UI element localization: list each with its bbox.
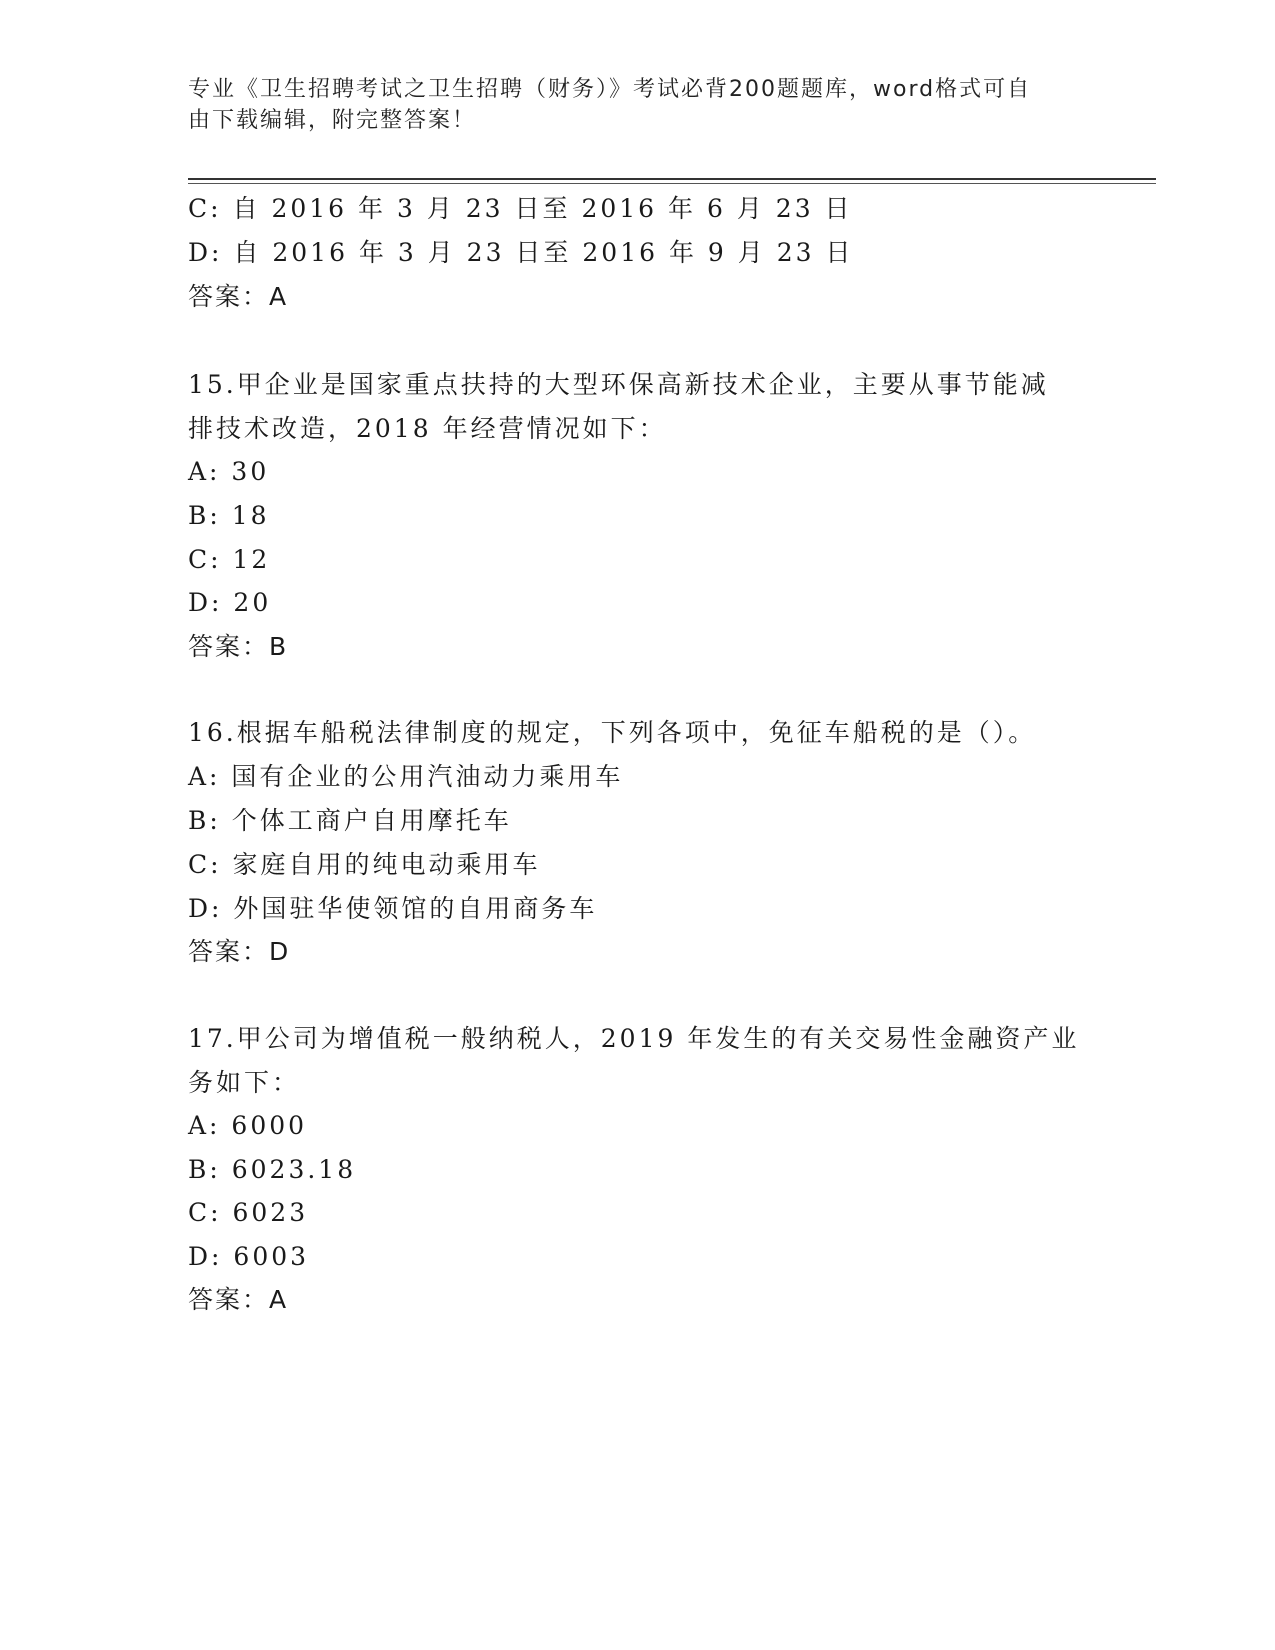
header-divider-thick [188, 178, 1156, 180]
q15-option-d: D: 20 [188, 588, 272, 617]
q17-option-a: A: 6000 [188, 1111, 308, 1140]
q15-option-b: B: 18 [188, 501, 270, 530]
q16-option-c: C: 家庭自用的纯电动乘用车 [188, 850, 541, 879]
header-line-1: 专业《卫生招聘考试之卫生招聘（财务）》考试必背200题题库，word格式可自 [188, 77, 1032, 102]
q15-answer: 答案：B [188, 632, 289, 661]
q16-option-a: A: 国有企业的公用汽油动力乘用车 [188, 762, 624, 791]
q14-option-d: D: 自 2016 年 3 月 23 日至 2016 年 9 月 23 日 [188, 238, 854, 267]
q16-answer: 答案：D [188, 937, 291, 966]
q17-option-b: B: 6023.18 [188, 1155, 357, 1184]
q17-option-d: D: 6003 [188, 1242, 310, 1271]
document-header [188, 74, 1068, 136]
q14-option-c: C: 自 2016 年 3 月 23 日至 2016 年 6 月 23 日 [188, 194, 853, 223]
q14-answer: 答案：A [188, 282, 289, 311]
q16-option-b: B: 个体工商户自用摩托车 [188, 806, 512, 835]
q15-stem-line-1: 15.甲企业是国家重点扶持的大型环保高新技术企业，主要从事节能减 [188, 370, 1049, 399]
header-line-2: 由下载编辑，附完整答案！ [188, 108, 477, 133]
q16-stem-line-1: 16.根据车船税法律制度的规定，下列各项中，免征车船税的是（）。 [188, 718, 1037, 747]
q17-stem-line-2: 务如下： [188, 1068, 301, 1097]
q15-stem-line-2: 排技术改造，2018 年经营情况如下： [188, 414, 667, 443]
q17-stem-line-1: 17.甲公司为增值税一般纳税人，2019 年发生的有关交易性金融资产业 [188, 1024, 1080, 1053]
q17-option-c: C: 6023 [188, 1198, 309, 1227]
q15-option-c: C: 12 [188, 545, 271, 574]
q17-answer: 答案：A [188, 1285, 289, 1314]
header-divider-thin [188, 183, 1156, 184]
q16-option-d: D: 外国驻华使领馆的自用商务车 [188, 894, 598, 923]
q15-option-a: A: 30 [188, 457, 270, 486]
